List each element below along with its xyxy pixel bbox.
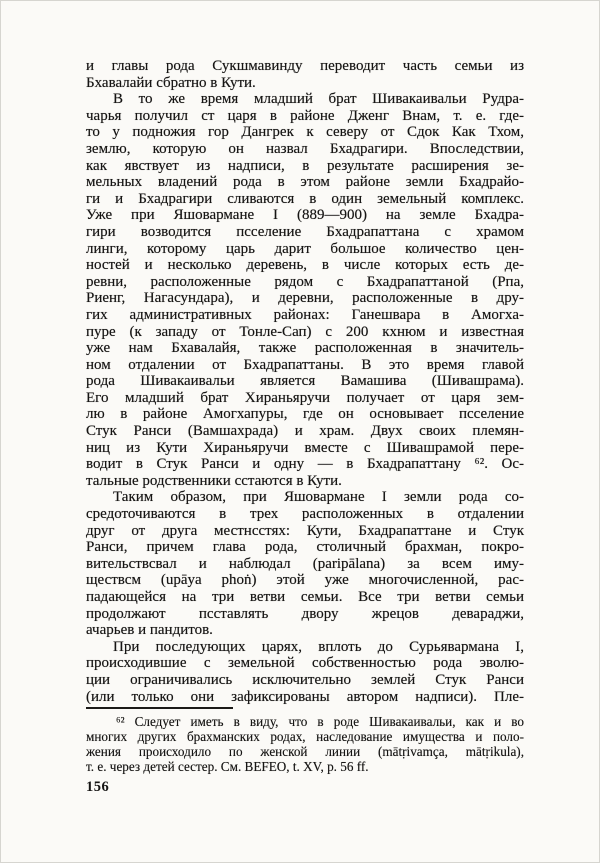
text-line: падающейся на три ветви семьи. Все три ветви семьи [86,589,524,605]
text-line: гих административных районах: Ганешвара в Амогха- [86,306,524,323]
footnote-line: многих других брахманских родах, наследование имущества и поло- [86,729,524,745]
text-line: происходившие с земельной собственностью рода эволю- [86,655,524,672]
text-line: мельных владений рода в этом районе земли Бхадрайо- [86,174,524,191]
text-line: Таким образом, при Яшовармане I земли рода со- [113,489,524,506]
text-line: Риенг, Нагасундара), и деревни, расположенные в дру- [86,290,524,307]
text-line: ниц из Кути Хираньяручи вместе с Шивашрамой пере- [86,439,524,456]
text-line: гири возводится псселение Бхадрапаттана с храмом [86,223,524,240]
text-line: ществсм (upāya phoṅ) этой уже многочисленной, рас- [86,572,524,589]
text-line: Уже при Яшовармане I (889—900) на земле Бхадра- [86,207,524,224]
text-line: ном отдалении от Бхадрапаттаны. В это время главой [86,356,524,373]
text-line: то у подножия гор Дангрек к северу от Сдок Как Тхом, [86,124,524,141]
text-line: как явствует из надписи, в результате расширения зе- [86,157,524,174]
footnote-line: жения происходило по женской линии (mātṛivamça, mātṛikula), [86,744,524,760]
text-line: лю в районе Амогхапуры, где он основывает псселение [86,406,524,423]
text-line: Стук Ранси (Вамшахрада) и храм. Двух своих племян- [86,423,524,440]
page-number: 156 [86,779,110,795]
text-line: средоточиваются в трех расположенных в отдалении [86,506,524,523]
footnote-line: ⁶² Следует иметь в виду, что в роде Шивакаивальи, как и во [116,714,524,729]
text-line: ции ограничивались исключительно землей Стук Ранси [86,671,524,688]
text-line: При последующих царях, вплоть до Сурьявармана I, [113,638,524,655]
text-line: Бхавалайи сбратно в Кути. [86,74,256,91]
text-line: Ранси, причем глава рода, столичный брахман, покро- [86,539,524,556]
text-line: друг от друга местнсстях: Кути, Бхадрапаттане и Стук [86,522,524,539]
text-line: продолжают псставлять двору жрецов девараджи, [86,605,524,622]
footnote [86,714,524,774]
footnote-separator-rule [86,707,233,709]
text-line: водит в Стук Ранси и одну — в Бхадрапаттану ⁶². Ос- [86,456,524,473]
text-line: ревни, расположенные рядом с Бхадрапаттаной (Рпа, [86,273,524,290]
text-line: Его младший брат Хираньяручи получает от царя зем- [86,389,524,406]
text-line: ностей и несколько деревень, в числе которых есть де- [86,257,524,274]
text-line: вительствсвал и наблюдал (paripālana) за всем иму- [86,555,524,572]
text-line: линги, которому царь дарит большое количество цен- [86,240,524,257]
text-line: тальные родственники сстаются в Кути. [86,472,342,489]
text-line: и главы рода Сукшмавинду переводит часть семьи из [86,58,524,74]
text-line: ачарьев и пандитов. [86,622,213,639]
text-line: (или только они зафиксированы автором надписи). Пле- [86,688,524,705]
text-line: пуре (к западу от Тонле-Сап) с 200 кхнюм и известная [86,323,524,340]
main-text [86,58,524,705]
text-line: чарья получил ст царя в районе Дженг Внам, т. е. где- [86,107,524,124]
text-line: рода Шивакаивальи является Вамашива (Шивашрама). [86,373,524,390]
footnote-line: т. е. через детей сестер. См. BEFEO, t. XV, p. 56 ff. [86,759,369,775]
text-line: В то же время младший брат Шивакаивальи Рудра- [113,91,524,108]
text-line: ги и Бхадрагири сливаются в один земельный комплекс. [86,190,524,207]
text-line: уже нам Бхавалайя, также расположенная в значитель- [86,340,524,357]
text-line: землю, которую он назвал Бхадрагири. Впоследствии, [86,140,524,157]
